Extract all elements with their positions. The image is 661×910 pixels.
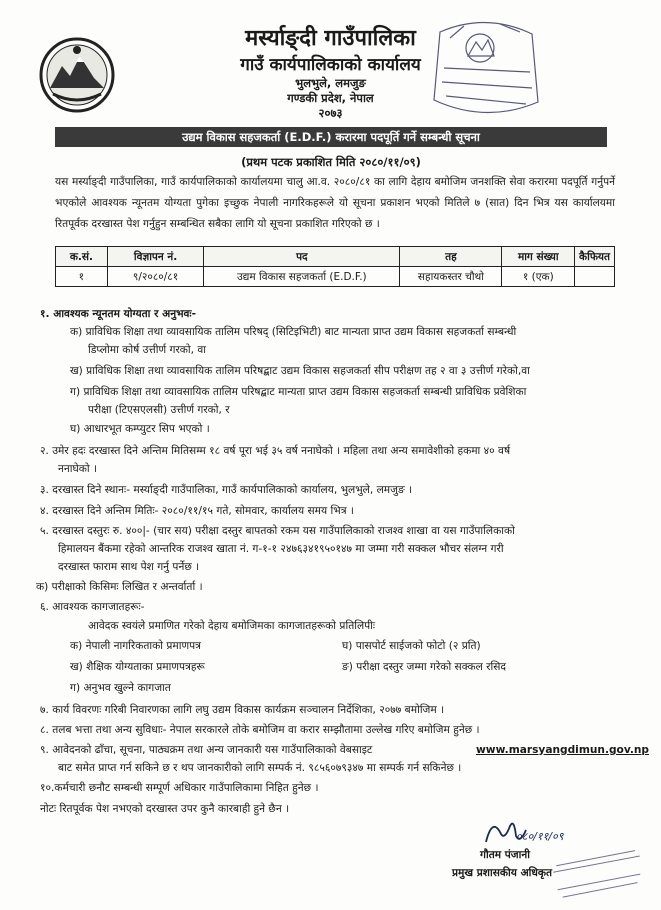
fee-line1: ५. दरखास्त दस्तुरः रु. ४००|- (चार सय) परीक्षा दस्तुर बापतको रकम यस गाउँपालिकाको राजश्व शाखा वा यस गाउँपालिकाको (40, 525, 515, 537)
name-stamp-icon (548, 850, 648, 900)
exam-type: क) परीक्षाको किसिमः लिखित र अन्तर्वार्ता । (36, 581, 203, 593)
qualification-a-line2: डिप्लोमा कोर्ष उत्तीर्ण गरको, वा (88, 344, 207, 356)
table-row (56, 267, 615, 287)
col-serial: क.सं. (56, 247, 108, 267)
documents-intro: आवेदक स्वयंले प्रमाणित गरेको देहाय बमोजिमका कागजातहरूको प्रतिलिपीः (88, 620, 376, 632)
intro-paragraph: यस मर्स्याङ्दी गाउँपालिका, गाउँ कार्यपालिकाको कार्यालयमा चालु आ.व. २०८०/८१ का लागि देहाय बमोजिम जनशक्ति सेवा करारमा पदपूर्ति गर्नुपर्ने भएकोले आवश्यक न्यूनतम योग्यता पुगेका इच्छुक नेपाली नागरिकहरूले यो सूचना प्रकाशन भएको मितिले ७ (सात) दिन भित्र यस कार्यालयमा रितपूर्वक दरखास्त पेश गर्नुहुन सम्बन्धित सबैका लागि यो सूचना प्रकाशित गरिएको छ । (55, 176, 615, 230)
document-gh: घ) पासपोर्ट साईजको फोटो (२ प्रति) (342, 640, 481, 652)
document-ng: ङ) परीक्षा दस्तुर जम्मा गरेको सक्कल रसिद (342, 661, 507, 673)
established-year: २०७३ (318, 106, 343, 120)
selection-authority: १०.कर्मचारी छनौट सम्बन्धी सम्पूर्ण अधिकार गाउँपालिकामा निहित हुनेछ । (40, 782, 319, 794)
table-header-row (56, 247, 615, 267)
vacancy-table (55, 246, 615, 287)
col-demand: माग संख्या (502, 247, 575, 267)
cell-demand: १ (एक) (502, 267, 575, 287)
notice-banner: उद्यम विकास सहजकर्ता (E.D.F.) करारमा पदपूर्ति गर्ने सम्बन्धी सूचना (55, 127, 607, 147)
nepal-emblem-logo (38, 36, 116, 114)
application-place: ३. दरखास्त दिने स्थानः- मर्स्याङ्दी गाउँपालिका, गाउँ कार्यपालिकाको कार्यालय, भुलभुले, लमजुङ । (40, 484, 413, 496)
signatory-name: गौतम पंजानी (480, 849, 531, 861)
contact-line: बाट समेत प्राप्त गर्न सकिने छ र थप जानकारीको लागि सम्पर्क नं. ९८५६०७९३४७ मा सम्पर्क गर्न सकिनेछ । (58, 762, 462, 774)
cell-ad-number: ९/२०८०/८१ (107, 267, 203, 287)
col-level: तह (400, 247, 502, 267)
age-limit-line2: ननाघेको । (58, 463, 98, 475)
publish-date: (प्रथम पटक प्रकाशित मिति २०८०/११/०९) (241, 155, 421, 169)
qualification-d: घ) आधारभूत कम्प्युटर सिप भएको । (70, 423, 210, 435)
col-post: पद (204, 247, 400, 267)
signature-date: ०८०/११/०९ (516, 830, 564, 843)
qualification-c-line1: ग) प्राविधिक शिक्षा तथा व्यावसायिक तालिम परिषद्बाट मान्यता प्राप्त उद्यम विकास सहजकर्ता सम्बन्धी प्राविधिक प्रवेशिका (70, 386, 527, 398)
document-b: ख) शैक्षिक योग्यताका प्रमाणपत्रहरू (70, 661, 205, 673)
qualification-c-line2: परीक्षा (टिएसएलसी) उत्तीर्ण गरको, र (88, 404, 230, 416)
document-a: क) नेपाली नागरिकताको प्रमाणपत्र (70, 640, 202, 652)
document-c: ग) अनुभव खुल्ने कागजात (70, 682, 171, 694)
cell-level: सहायकस्तर चौथो (400, 267, 502, 287)
cell-post: उद्यम विकास सहजकर्ता (E.D.F.) (204, 267, 400, 287)
signatory-designation: प्रमुख प्रशासकीय अधिकृत (452, 867, 553, 879)
application-format: ९. आवेदनको ढाँचा, सूचना, पाठ्यक्रम तथा अन्य जानकारी यस गाउँपालिकाको वेबसाइट (40, 744, 373, 756)
application-deadline: ४. दरखास्त दिने अन्तिम मितिः- २०८०/११/१५ गते, सोमवार, कार्यालय समय भित्र । (40, 505, 354, 517)
office-subtitle: गाउँ कार्यपालिकाको कार्यालय (240, 55, 421, 75)
qualification-b: ख) प्राविधिक शिक्षा तथा व्यावसायिक तालिम परिषद्बाट उद्यम विकास सहजकर्ता सीप परीक्षण तह २ वा ३ उत्तीर्ण गरेको,वा (70, 365, 530, 377)
qualification-a-line1: क) प्राविधिक शिक्षा तथा व्यावसायिक तालिम परिषद् (सिटिइभिटी) बाट मान्यता प्राप्त उद्यम विकास सहजकर्ता सम्बन्धी (70, 326, 517, 338)
section-qualification: १. आवश्यक न्यूनतम योग्यता र अनुभवः- (40, 308, 196, 320)
address-line-1: भुलभुले, लमजुङ (295, 76, 366, 90)
office-title: मर्स्याङ्दी गाउँपालिका (245, 26, 416, 51)
cell-serial: १ (56, 267, 108, 287)
col-remarks: कैफियत (575, 247, 615, 267)
salary-benefits: ८. तलब भत्ता तथा अन्य सुविधाः- नेपाल सरकारले तोके बमोजिम वा करार सम्झौतामा उल्लेख गरिए बमोजिम हुनेछ । (40, 724, 480, 736)
address-line-2: गण्डकी प्रदेश, नेपाल (287, 91, 374, 105)
job-description: ७. कार्य विवरणः गरिबी निवारणका लागि लघु उद्यम विकास कार्यक्रम सञ्चालन निर्देशिका, २०७७ बमोजिम । (40, 704, 445, 716)
website-link[interactable]: www.marsyangdimun.gov.np (476, 744, 650, 756)
fee-line3: दरखास्त फाराम साथ पेश गर्नु पर्नेछ । (58, 561, 200, 573)
fee-line2: हिमालयन बैंकमा रहेको आन्तरिक राजश्व खाता नं. ग-१-१ २४७६३४१९५०१४७ मा जम्मा गरी सक्कल भौचर संलग्न गरी (58, 543, 504, 555)
note-line: नोटः रितपूर्वक पेश नभएको दरखास्त उपर कुनै कारबाही हुने छैन । (40, 803, 290, 815)
section-documents: ६. आवश्यक कागजातहरूः- (40, 601, 145, 613)
cell-remarks (575, 267, 615, 287)
office-seal-icon (420, 12, 552, 124)
age-limit-line1: २. उमेर हदः दरखास्त दिने अन्तिम मितिसम्म १८ वर्ष पूरा भई ३५ वर्ष ननाघेको । महिला तथा अन्य समावेशीको हकमा ४० वर्ष (40, 445, 511, 457)
col-ad-number: विज्ञापन नं. (107, 247, 203, 267)
